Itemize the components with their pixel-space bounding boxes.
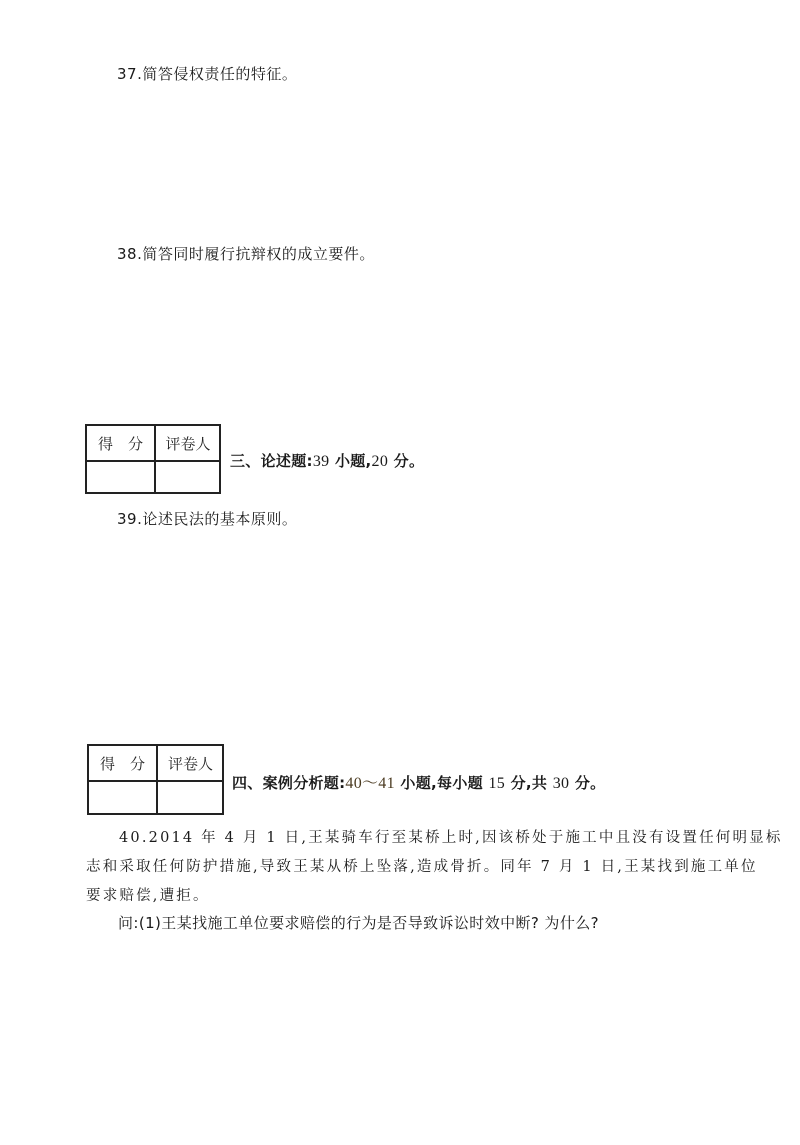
case-40-question-1: 问:(1)王某找施工单位要求赔偿的行为是否导致诉讼时效中断? 为什么? [118,914,599,932]
section-3-heading [230,450,424,471]
grader-value-field[interactable] [157,781,224,815]
case-40-line-3: 要求赔偿,遭拒。 [86,888,210,904]
case-40-line-1: 40.2014 年 4 月 1 日,王某骑车行至某桥上时,因该桥处于施工中且没有设置任何明显标 [119,830,783,846]
section-4-range: 40～41 [345,775,395,792]
section-3-suffix: 分。 [388,452,425,470]
score-value-field[interactable] [89,781,156,815]
section-3-text: 小题, [329,452,372,470]
section-3-title: 三、论述题: [230,452,313,470]
section-4-each-points: 15 [488,775,506,792]
case-40-line-2: 志和采取任何防护措施,导致王某从桥上坠落,造成骨折。同年 7 月 1 日,王某找到施工单位 [86,859,758,875]
section-3-points: 20 [371,453,389,470]
score-label: 得 分 [99,754,145,773]
section-4-total-points: 30 [552,775,570,792]
question-38: 38.简答同时履行抗辩权的成立要件。 [117,245,375,263]
score-table-section-3 [85,424,221,494]
section-4-text: 小题,每小题 [394,774,489,792]
section-4-title: 四、案例分析题: [232,774,346,792]
score-table-section-4 [87,744,224,815]
grader-label: 评卷人 [167,754,213,773]
grader-label: 评卷人 [165,434,211,453]
question-39: 39.论述民法的基本原则。 [117,510,298,528]
grader-value-field[interactable] [155,461,221,494]
question-37: 37.简答侵权责任的特征。 [117,65,298,83]
section-4-heading [232,770,605,793]
section-4-suffix: 分。 [569,774,606,792]
score-label: 得 分 [97,434,143,453]
section-3-range: 39 [312,453,330,470]
section-4-text-2: 分,共 [505,774,553,792]
score-value-field[interactable] [87,461,154,494]
